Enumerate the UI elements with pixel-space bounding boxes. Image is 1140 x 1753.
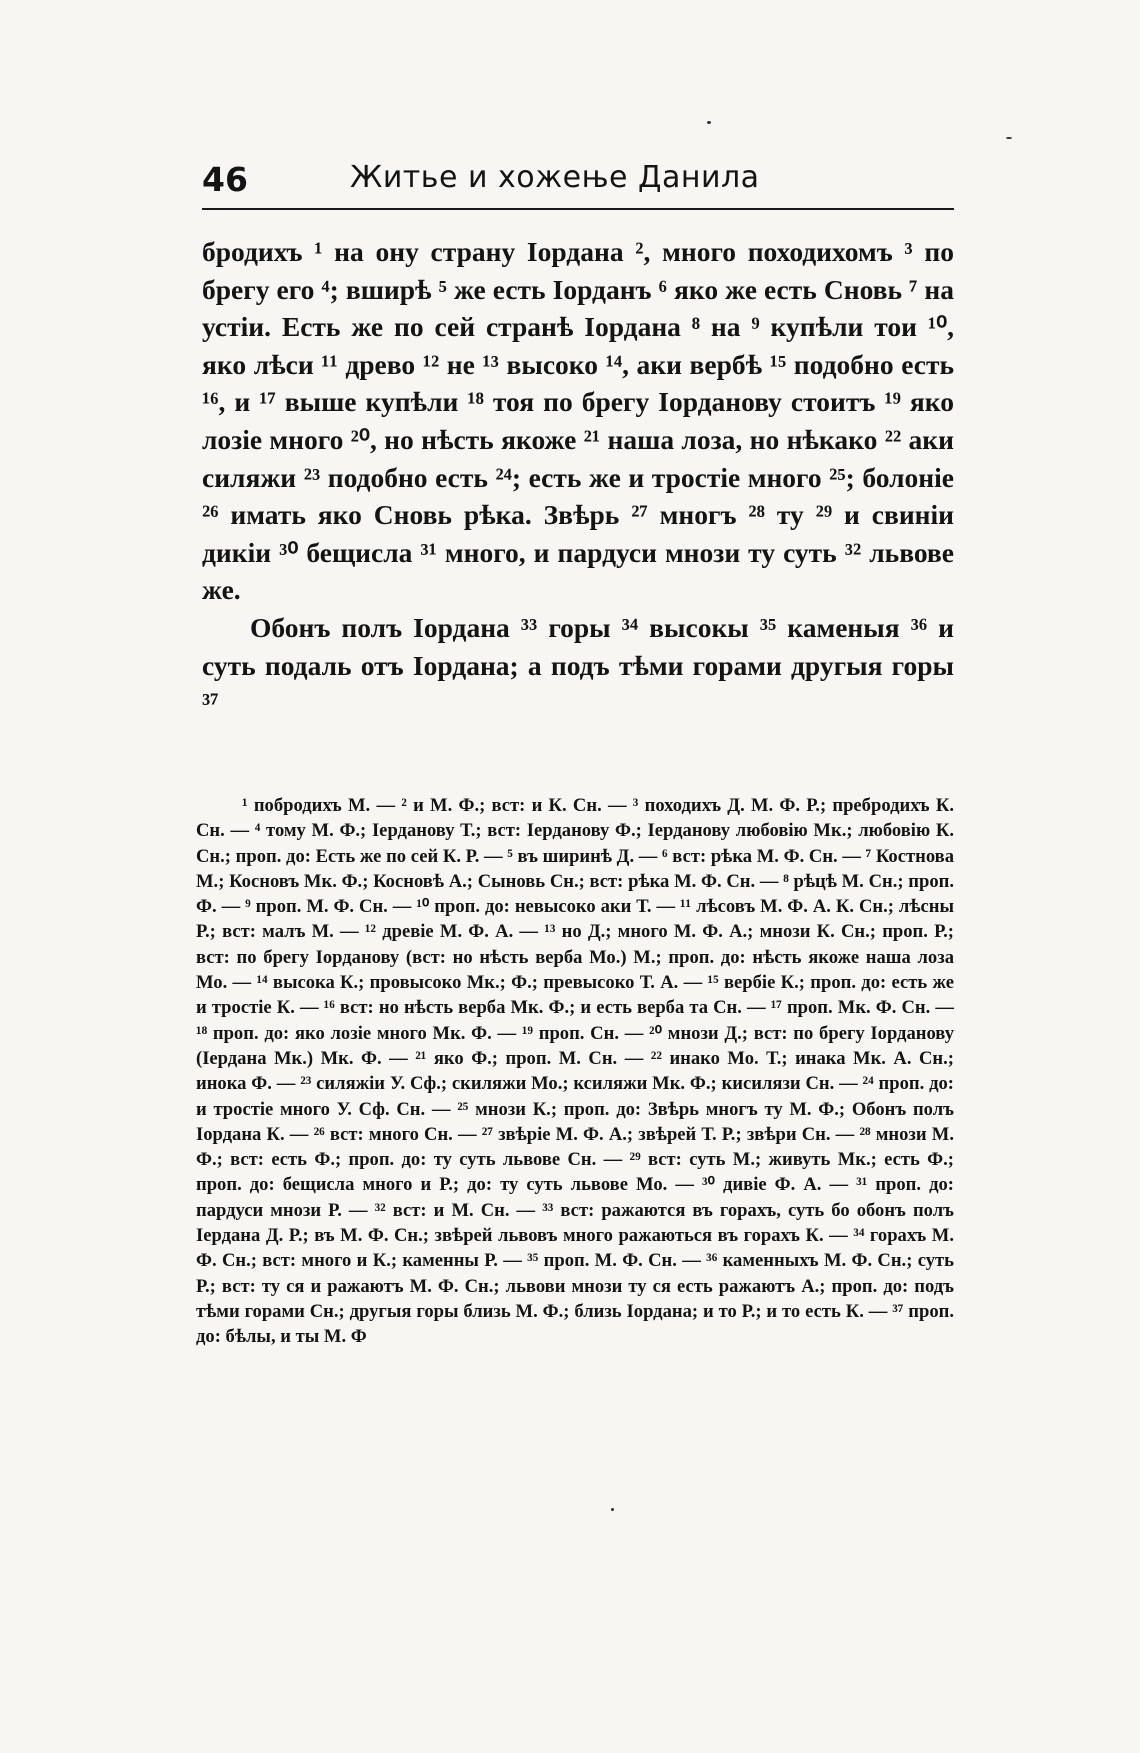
- print-speck: [707, 121, 711, 124]
- footnote-block: ¹ побродихъ М. — ² и М. Ф.; вст: и К. Сн. — ³ походихъ Д. М. Ф. Р.; пребродихъ К. Сн. — ⁴ тому М. Ф.; Іерданову Т.; вст: Іерданову Ф.; Іерданову любовію Мк.; любовію К. Сн.; проп. до: Есть же по сей К. Р. — ⁵ въ ширинѣ Д. — ⁶ вст: рѣка М. Ф. Сн. — ⁷ Костнова М.; Косновъ Мк. Ф.; Косновѣ А.; Сыновь Сн.; вст: рѣка М. Ф. Сн. — ⁸ рѣцѣ М. Сн.; проп. Ф. — ⁹ проп. М. Ф. Сн. — ¹⁰ проп. до: невысоко аки Т. — ¹¹ лѣсовъ М. Ф. А. К. Сн.; лѣсны Р.; вст: малъ М. — ¹² древіе М. Ф. А. — ¹³ но Д.; много М. Ф. А.; мнози К. Сн.; проп. Р.; вст: по брегу Іорданову (вст: но нѣсть верба Мо.) М.; проп. до: нѣсть якоже наша лоза Мо. — ¹⁴ высока К.; провысоко Мк.; Ф.; превысоко Т. А. — ¹⁵ вербіе К.; проп. до: есть же и тростіе К. — ¹⁶ вст: но нѣсть верба Мк. Ф.; и есть верба та Сн. — ¹⁷ проп. Мк. Ф. Сн. — ¹⁸ проп. до: яко лозіе много Мк. Ф. — ¹⁹ проп. Сн. — ²⁰ мнози Д.; вст: по брегу Іорданову (Іердана Мк.) Мк. Ф. — ²¹ яко Ф.; проп. М. Сн. — ²² инако Мо. Т.; инака Мк. А. Сн.; инока Ф. — ²³ силяжіи У. Сф.; скиляжи Мо.; ксиляжи Мк. Ф.; кисилязи Сн. — ²⁴ проп. до: и тростіе много У. Сф. Сн. — ²⁵ мнози К.; проп. до: Звѣрь многъ ту М. Ф.; Обонъ полъ Іордана К. — ²⁶ вст: много Сн. — ²⁷ звѣріе М. Ф. А.; звѣрей Т. Р.; звѣри Сн. — ²⁸ мнози М. Ф.; вст: есть Ф.; проп. до: ту суть львове Сн. — ²⁹ вст: суть М.; живуть Мк.; есть Ф.; проп. до: бещисла много и Р.; до: ту суть львове Мо. — ³⁰ дивіе Ф. А. — ³¹ проп. до: пардуси мнози Р. — ³² вст: и М. Сн. — ³³ вст: ражаются въ горахъ, суть бо обонъ полъ Іердана Д. Р.; въ М. Ф. Сн.; звѣрей львовъ много ражаються въ горахъ К. — ³⁴ горахъ М. Ф. Сн.; вст: много и К.; каменны Р. — ³⁵ проп. М. Ф. Сн. — ³⁶ каменныхъ М. Ф. Сн.; суть Р.; вст: ту ся и ражаютъ М. Ф. Сн.; львови мнози ту ся есть ражаютъ А.; проп. до: подъ тѣми горами Сн.; другыя горы близь М. Ф.; близь Іордана; и то Р.; и то есть К. — ³⁷ проп. до: бѣлы, и ты М. Ф: [196, 795, 954, 1348]
- page-header: [202, 160, 954, 210]
- paragraph: бродихъ ¹ на ону страну Іордана ², много походихомъ ³ по брегу его ⁴; вширѣ ⁵ же есть Іорданъ ⁶ яко же есть Сновь ⁷ на устіи. Есть же по сей странѣ Іордана ⁸ на ⁹ купѣли тои ¹⁰, яко лѣси ¹¹ древо ¹² не ¹³ высоко ¹⁴, аки вербѣ ¹⁵ подобно есть ¹⁶, и ¹⁷ выше купѣли ¹⁸ тоя по брегу Іорданову стоитъ ¹⁹ яко лозіе много ²⁰, но нѣсть якоже ²¹ наша лоза, но нѣкако ²² аки силяжи ²³ подобно есть ²⁴; есть же и тростіе много ²⁵; болоніе ²⁶ имать яко Сновь рѣка. Звѣрь ²⁷ многъ ²⁸ ту ²⁹ и свиніи дикіи ³⁰ бещисла ³¹ много, и пардуси мнози ту суть ³² львове же.: [202, 236, 954, 606]
- footnotes: [196, 793, 954, 1350]
- print-speck: [1006, 137, 1012, 139]
- page-number: 46: [202, 160, 248, 199]
- running-title: Житье и хожење Данила: [350, 160, 760, 195]
- main-text: [202, 233, 954, 722]
- print-speck: [611, 1508, 614, 1511]
- paragraph: Обонъ полъ Іордана ³³ горы ³⁴ высокы ³⁵ каменыя ³⁶ и суть подаль отъ Іордана; а подъ тѣми горами другыя горы ³⁷: [202, 611, 954, 719]
